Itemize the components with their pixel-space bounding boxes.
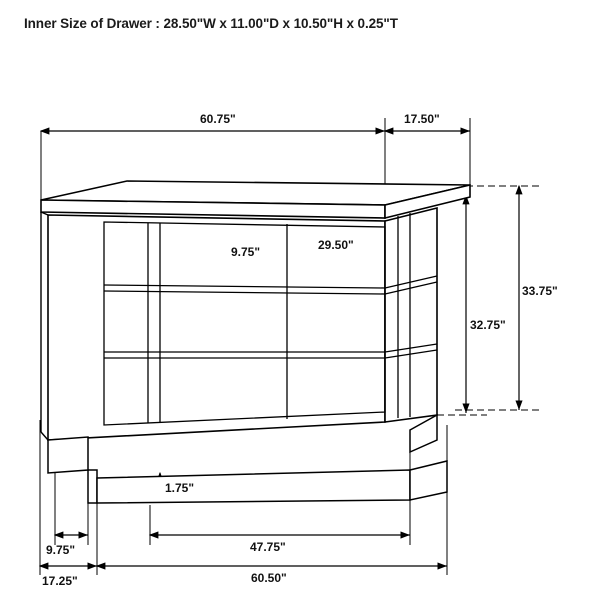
page-title: Inner Size of Drawer : 28.50"W x 11.00"D x 10.50"H x 0.25"T — [24, 16, 398, 31]
dim-base-front-width: 60.50" — [251, 571, 287, 585]
dresser-outline — [41, 181, 470, 440]
dim-top-front-width: 60.75" — [200, 112, 236, 126]
dim-base-depth: 17.25" — [42, 574, 78, 588]
dim-foot-offset: 9.75" — [46, 543, 76, 557]
dim-base-inner-width: 47.75" — [250, 540, 286, 554]
cabinet-edges — [41, 212, 48, 440]
dim-top-side-depth: 17.50" — [404, 112, 440, 126]
dim-overall-height: 33.75" — [522, 284, 558, 298]
dim-cabinet-height: 32.75" — [470, 318, 506, 332]
dim-drawer-width: 29.50" — [318, 238, 354, 252]
dim-base-height: 1.75" — [165, 481, 195, 495]
dim-drawer-height: 9.75" — [231, 245, 261, 259]
